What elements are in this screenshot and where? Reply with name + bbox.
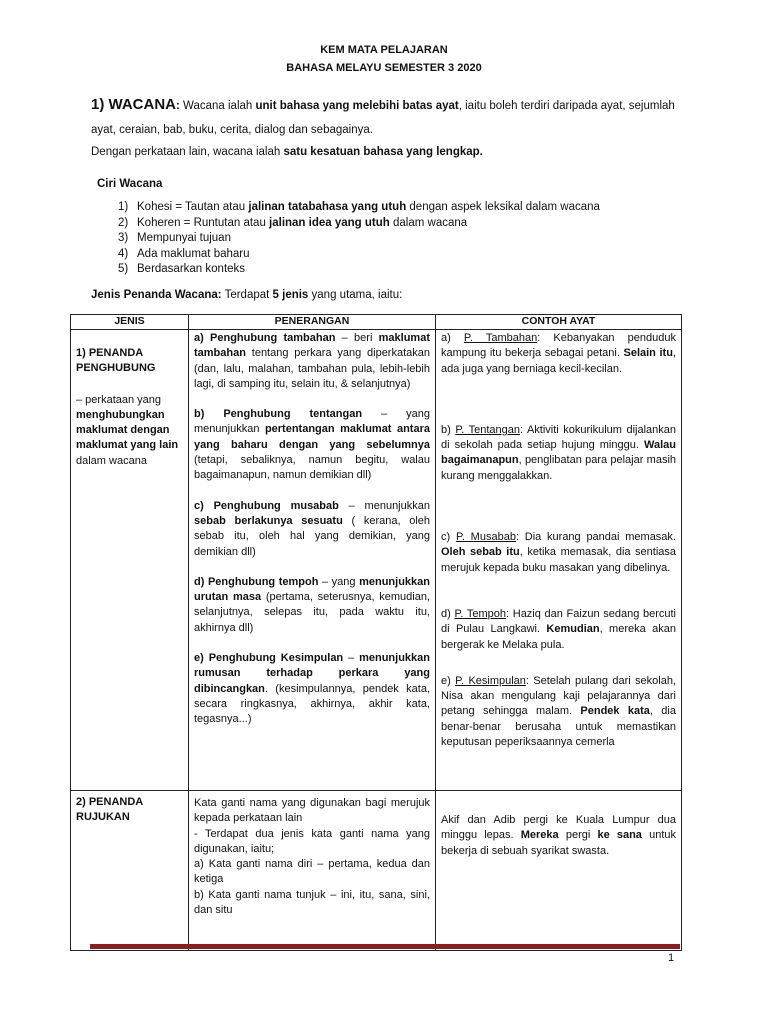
wacana-definition [91, 93, 691, 142]
penerangan-item [194, 651, 430, 727]
list-text: Berdasarkan konteks [137, 263, 246, 275]
jenis-title: 1) PENANDA PENGHUBUNG [76, 347, 156, 375]
contoh-text: Akif dan Adib pergi ke Kuala Lumpur dua minggu lepas. [441, 814, 676, 842]
contoh-text-rest: , ada juga yang berniaga kecil-kecilan. [441, 347, 676, 375]
item-text-rest: (pertama, seterusnya, kemudian, selanjutnya, selepas itu, pada waktu itu, akhirnya dll) [194, 591, 430, 634]
contoh-text-rest: , penglibatan para pelajar masih kurang menggalakkan. [441, 454, 676, 482]
list-bold: jalinan idea yang utuh [269, 216, 390, 229]
wacana-colon: : [176, 100, 180, 112]
contoh-label: P. Kesimpulan [455, 674, 526, 687]
doc-title-line1: KEM MATA PELAJARAN [320, 44, 448, 56]
list-number: 5) [118, 263, 129, 275]
ciri-wacana-heading [97, 178, 162, 190]
list-text-rest: dalam wacana [389, 216, 468, 229]
jenis-intro-bold: Jenis Penanda Wacana: [91, 289, 222, 301]
contoh-text: : Aktiviti kokurikulum dijalankan di sekolah pada setiap hujung minggu. [441, 423, 677, 452]
header-jenis: JENIS [71, 315, 189, 330]
jenis-desc-bold: menghubungkan maklumat dengan maklumat yang lain [76, 408, 179, 452]
penerangan-item [194, 407, 430, 483]
penerangan-item [194, 575, 430, 636]
item-label: d) Penghubung tempoh [194, 575, 319, 588]
contoh-bold: Oleh sebab itu [441, 546, 520, 559]
jenis-desc-rest: dalam wacana [76, 454, 147, 467]
contoh-label: P. Tempoh [454, 607, 507, 620]
contoh-text: : Kebanyakan penduduk kampung itu bekerja sebagai petani. [441, 332, 677, 360]
item-text: – beri [335, 332, 379, 344]
contoh-bold: Walau bagaimanapun [441, 439, 676, 467]
list-text: Mempunyai tujuan [137, 232, 231, 244]
contoh-text-rest: untuk bekerja di sebuah syarikat swasta. [441, 829, 676, 857]
doc-title-line2: BAHASA MELAYU SEMESTER 3 2020 [286, 62, 482, 74]
contoh-label: P. Musabab [455, 531, 516, 544]
list-number: 3) [118, 232, 129, 244]
list-bold: jalinan tatabahasa yang utuh [248, 201, 407, 213]
table-row [71, 791, 682, 951]
penerangan-cell-penghubung [189, 330, 436, 791]
item-text: – menunjukkan [338, 499, 430, 512]
wacana-text-rest: , iaitu boleh terdiri daripada ayat, sejumlah ayat, ceraian, bab, buku, cerita, dialog dan sebagainya. [91, 100, 675, 136]
item-text: – [343, 652, 360, 665]
header-contoh-ayat: CONTOH AYAT [436, 315, 682, 330]
contoh-text-rest: , dia benar-benar berusaha untuk memastikan keputusan peperiksaannya cemerla [441, 705, 676, 749]
item-bold: pertentangan maklumat antara yang baharu dengan yang sebelumnya [194, 423, 430, 451]
wacana-text: Wacana ialah [179, 100, 256, 112]
jenis-title: 2) PENANDA RUJUKAN [76, 796, 143, 824]
jenis-intro-text-rest: yang utama, iaitu: [308, 289, 403, 301]
item-bold: maklumat tambahan [194, 332, 430, 360]
contoh-item [441, 607, 676, 653]
jenis-intro [91, 289, 402, 301]
item-bold: menunjukkan rumusan terhadap perkara yang dibincangkan [194, 652, 430, 695]
restatement-bold: satu kesatuan bahasa yang lengkap. [283, 146, 483, 158]
list-item [91, 231, 600, 247]
page-number: 1 [668, 952, 675, 964]
contoh-bold: Selain itu [623, 347, 673, 360]
jenis-cell-penghubung [71, 330, 189, 791]
penerangan-line: a) Kata ganti nama diri – pertama, kedua dan ketiga [194, 858, 430, 886]
jenis-cell-rujukan [71, 791, 189, 951]
contoh-item [441, 331, 676, 377]
penerangan-item [194, 331, 430, 392]
item-label: b) Penghubung tentangan [194, 408, 363, 421]
list-number: 1) [118, 201, 129, 213]
table-row [71, 330, 682, 791]
contoh-prefix: b) [441, 423, 456, 436]
contoh-text-rest: , mereka akan bergerak ke Melaka pula. [441, 623, 676, 651]
penerangan-item [194, 499, 430, 560]
contoh-item [441, 423, 676, 484]
wacana-restatement [91, 146, 483, 158]
ciri-wacana-list [91, 200, 600, 278]
list-item [91, 247, 600, 263]
item-bold: menunjukkan urutan masa [194, 575, 430, 604]
contoh-prefix: a) [441, 332, 464, 344]
contoh-text-rest: , ketika memasak, dia sentiasa merujuk kepada buku masakan yang dibelinya. [441, 546, 677, 574]
jenis-intro-count: 5 jenis [272, 289, 309, 301]
list-number: 4) [118, 247, 129, 260]
item-label: c) Penghubung musabab [194, 499, 339, 512]
item-label: e) Penghubung Kesimpulan [194, 652, 344, 665]
ciri-title: Ciri Wacana [97, 178, 163, 190]
item-text: – yang menunjukkan [194, 408, 430, 436]
contoh-prefix: e) [441, 674, 456, 687]
contoh-prefix: d) [441, 607, 455, 620]
item-text-rest: (tetapi, sebaliknya, namun begitu, walau bagaimanapun, namun demikian dll) [194, 454, 430, 482]
contoh-bold: ke sana [597, 829, 642, 842]
item-bold: sebab berlakunya sesuatu [194, 514, 343, 527]
contoh-text: pergi [558, 829, 598, 842]
jenis-intro-text: Terdapat [221, 289, 273, 301]
penanda-wacana-table [70, 314, 682, 951]
list-item [91, 200, 600, 216]
contoh-item [441, 530, 676, 576]
header-penerangan: PENERANGAN [189, 315, 436, 330]
penerangan-line: b) Kata ganti nama tunjuk – ini, itu, sana, sini, dan situ [194, 888, 430, 917]
contoh-text: : Haziq dan Faizun sedang bercuti di Pulau Langkawi. [441, 607, 677, 636]
list-text: Ada maklumat baharu [137, 247, 250, 260]
item-text-rest: . (kesimpulannya, pendek kata, secara ringkasnya, akhirnya, akhir kata, tegasnya...) [194, 682, 430, 726]
item-label: a) Penghubung tambahan [194, 332, 336, 344]
jenis-desc: – perkataan yang [76, 393, 162, 406]
list-text: Kohesi = Tautan atau [137, 201, 249, 213]
list-item [91, 216, 600, 232]
penerangan-line: Kata ganti nama yang digunakan bagi merujuk kepada perkataan lain [194, 797, 430, 825]
item-text-rest: ( kerana, oleh sebab itu, oleh hal yang demikian, yang demikian dll) [194, 514, 430, 558]
contoh-item [441, 674, 676, 750]
contoh-cell-penghubung [436, 330, 682, 791]
contoh-label: P. Tambahan [463, 332, 538, 344]
penerangan-cell-rujukan [189, 791, 436, 951]
footer-rule [90, 944, 680, 949]
contoh-label: P. Tentangan [455, 423, 520, 436]
contoh-bold: Mereka [520, 829, 559, 842]
contoh-bold: Kemudian [546, 623, 600, 636]
contoh-text: : Setelah pulang dari sekolah, Nisa akan mengulang kaji pelajarannya dari petang sehingga malam. [441, 674, 676, 718]
wacana-heading: 1) WACANA [91, 96, 176, 113]
contoh-prefix: c) [441, 531, 456, 544]
item-text-rest: tentang perkara yang diperkatakan (dan, lalu, malahan, tambahan pula, lebih-lebih lagi, di samping itu, selain itu, & selanjutnya) [194, 347, 430, 390]
contoh-text: : Dia kurang pandai memasak. [515, 531, 676, 544]
list-text: Koheren = Runtutan atau [137, 216, 270, 229]
contoh-bold: Pendek kata [580, 705, 650, 718]
list-text-rest: dengan aspek leksikal dalam wacana [406, 201, 600, 213]
table-header-row [71, 315, 682, 330]
list-number: 2) [118, 216, 129, 229]
item-text: – yang [318, 575, 360, 588]
contoh-cell-rujukan [436, 791, 682, 951]
restatement-text: Dengan perkataan lain, wacana ialah [91, 146, 284, 158]
list-item [91, 262, 600, 278]
penerangan-line: - Terdapat dua jenis kata ganti nama yang digunakan, iaitu; [194, 827, 430, 855]
wacana-bold: unit bahasa yang melebihi batas ayat [255, 100, 459, 112]
